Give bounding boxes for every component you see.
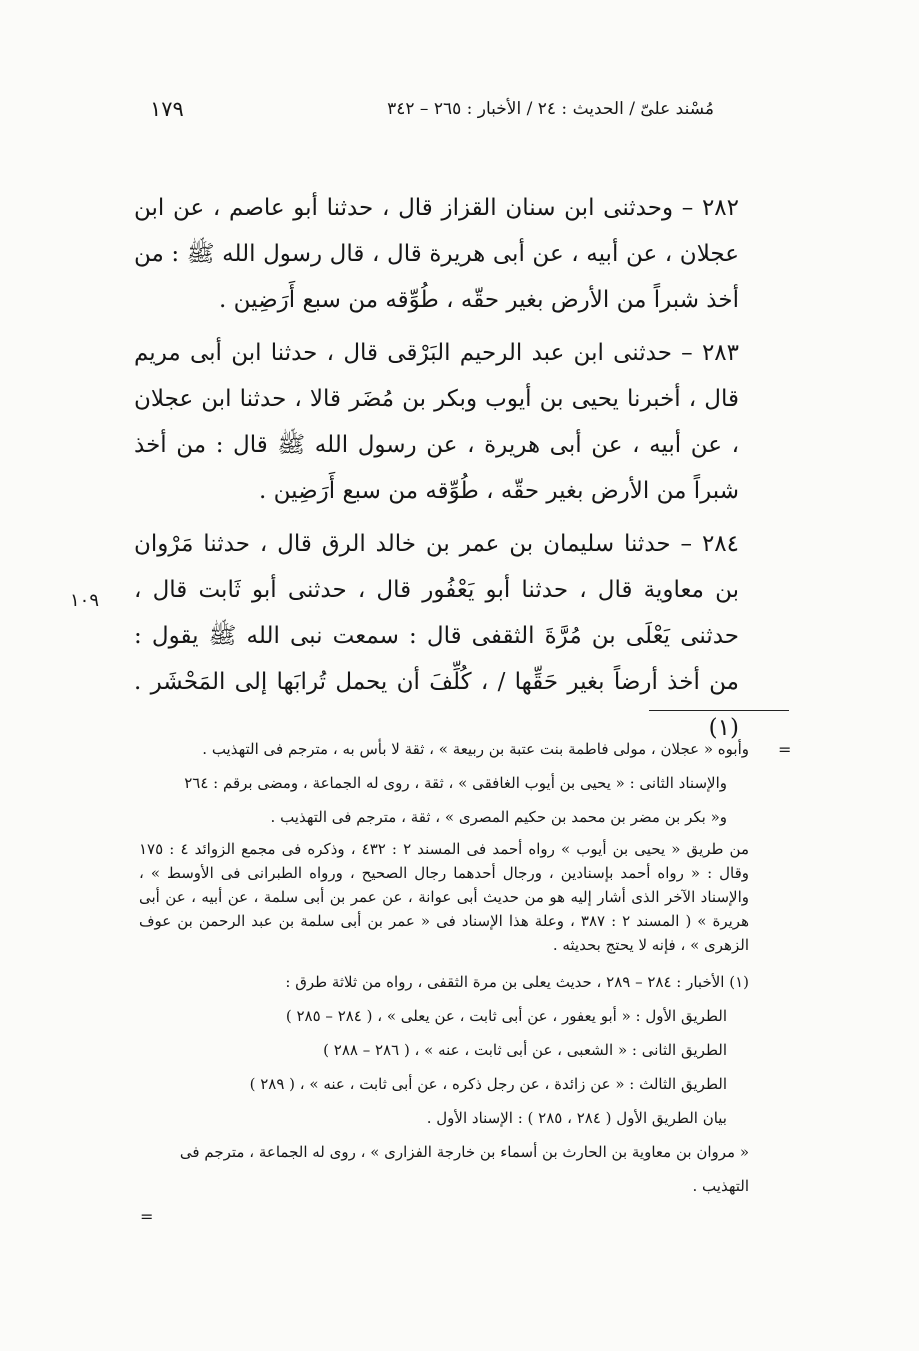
footnote-paragraph: من طريق « يحيى بن أيوب » رواه أحمد فى المسند ٢ : ٤٣٢ ، وذكره فى مجمع الزوائد ٤ : ١٧٥ وقال : « رواه أحمد بإسنادين ، ورجال أحدهما رجال الصحيح ، ورواه الطبرانى فى الأوسط » ، والإسناد الآخر الذى أشار إليه هو من حديث أبى عوانة ، عن عمر بن أبى سلمة ، عن أبيه ، عن أبى هريرة » ( المسند ٢ : ٣٨٧ ، وعلة هذا الإسناد فى « عمر بن أبى سلمة بن عبد الرحمن بن عوف الزهرى » ، فإنه لا يحتج بحديثه . [139, 840, 750, 954]
footnote-line: الطريق الأول : « أبو يعفور ، عن أبى ثابت ، عن يعلى » ، ( ٢٨٤ – ٢٨٥ ) [285, 1007, 727, 1025]
footnote-line: بيان الطريق الأول ( ٢٨٤ ، ٢٨٥ ) : الإسناد الأول . [426, 1109, 727, 1127]
continuation-mark-top: = [778, 740, 792, 759]
footnotes [139, 732, 749, 1203]
footnote-line: و« بكر بن مضر بن محمد بن حكيم المصرى » ، ثقة ، مترجم فى التهذيب . [270, 808, 727, 826]
running-title: مُسْند علىّ / الحديث : ٢٤ / الأخبار : ٢٦٥ – ٣٤٢ [387, 99, 714, 119]
footnote-line: الطريق الثالث : « عن زائدة ، عن رجل ذكره ، عن أبى ثابت ، عنه » ، ( ٢٨٩ ) [249, 1075, 727, 1093]
page-number: ١٧٩ [150, 97, 184, 121]
running-header [150, 92, 714, 126]
footnote-line: والإسناد الثانى : « يحيى بن أيوب الغافقى » ، ثقة ، روى له الجماعة ، ومضى برقم : ٢٦٤ [184, 774, 727, 792]
hadith-282: ٢٨٢ – وحدثنى ابن سنان القزاز قال ، حدثنا أبو عاصم ، عن ابن عجلان ، عن أبيه ، عن أبى هريرة قال ، قال رسول الله ﷺ : من أخذ شبراً من الأرض بغير حقّه ، طُوِّقه من سبع أَرَضِين . [134, 195, 739, 313]
footnote-separator [649, 710, 789, 711]
margin-page-reference: ١٠٩ [70, 590, 100, 611]
footnote-line: وأبوه « عجلان ، مولى فاطمة بنت عتبة بن ربيعة » ، ثقة لا بأس به ، مترجم فى التهذيب . [202, 740, 749, 758]
footnote-line: (١) الأخبار : ٢٨٤ – ٢٨٩ ، حديث يعلى بن مرة الثقفى ، رواه من ثلاثة طرق : [285, 973, 749, 991]
footnote-line: « مروان بن معاوية بن الحارث بن أسماء بن خارجة الفزارى » ، روى له الجماعة ، مترجم فى التهذيب . [179, 1143, 749, 1195]
hadith-283: ٢٨٣ – حدثنى ابن عبد الرحيم البَرْقى قال ، حدثنا ابن أبى مريم قال ، أخبرنا يحيى بن أيوب وبكر بن مُضَر قالا ، حدثنا ابن عجلان ، عن أبيه ، عن أبى هريرة ، عن رسول الله ﷺ قال : من أخذ شبراً من الأرض بغير حقّه ، طُوِّقه من سبع أَرَضِين . [134, 340, 739, 504]
continuation-mark-bottom: = [140, 1207, 154, 1226]
footnote-line: الطريق الثانى : « الشعبى ، عن أبى ثابت ، عنه » ، ( ٢٨٦ – ٢٨٨ ) [323, 1041, 727, 1059]
hadith-284: ٢٨٤ – حدثنا سليمان بن عمر بن خالد الرق قال ، حدثنا مَرْوان بن معاوية قال ، حدثنا أبو يَعْفُور قال ، حدثنى أبو ثَابت قال ، حدثنى يَعْلَى بن مُرَّةَ الثقفى قال : سمعت نبى الله ﷺ يقول : من أخذ أرضاً بغير حَقِّها / ، كُلِّفَ أن يحمل تُرابَها إلى المَحْشَر .(١) [134, 531, 739, 741]
